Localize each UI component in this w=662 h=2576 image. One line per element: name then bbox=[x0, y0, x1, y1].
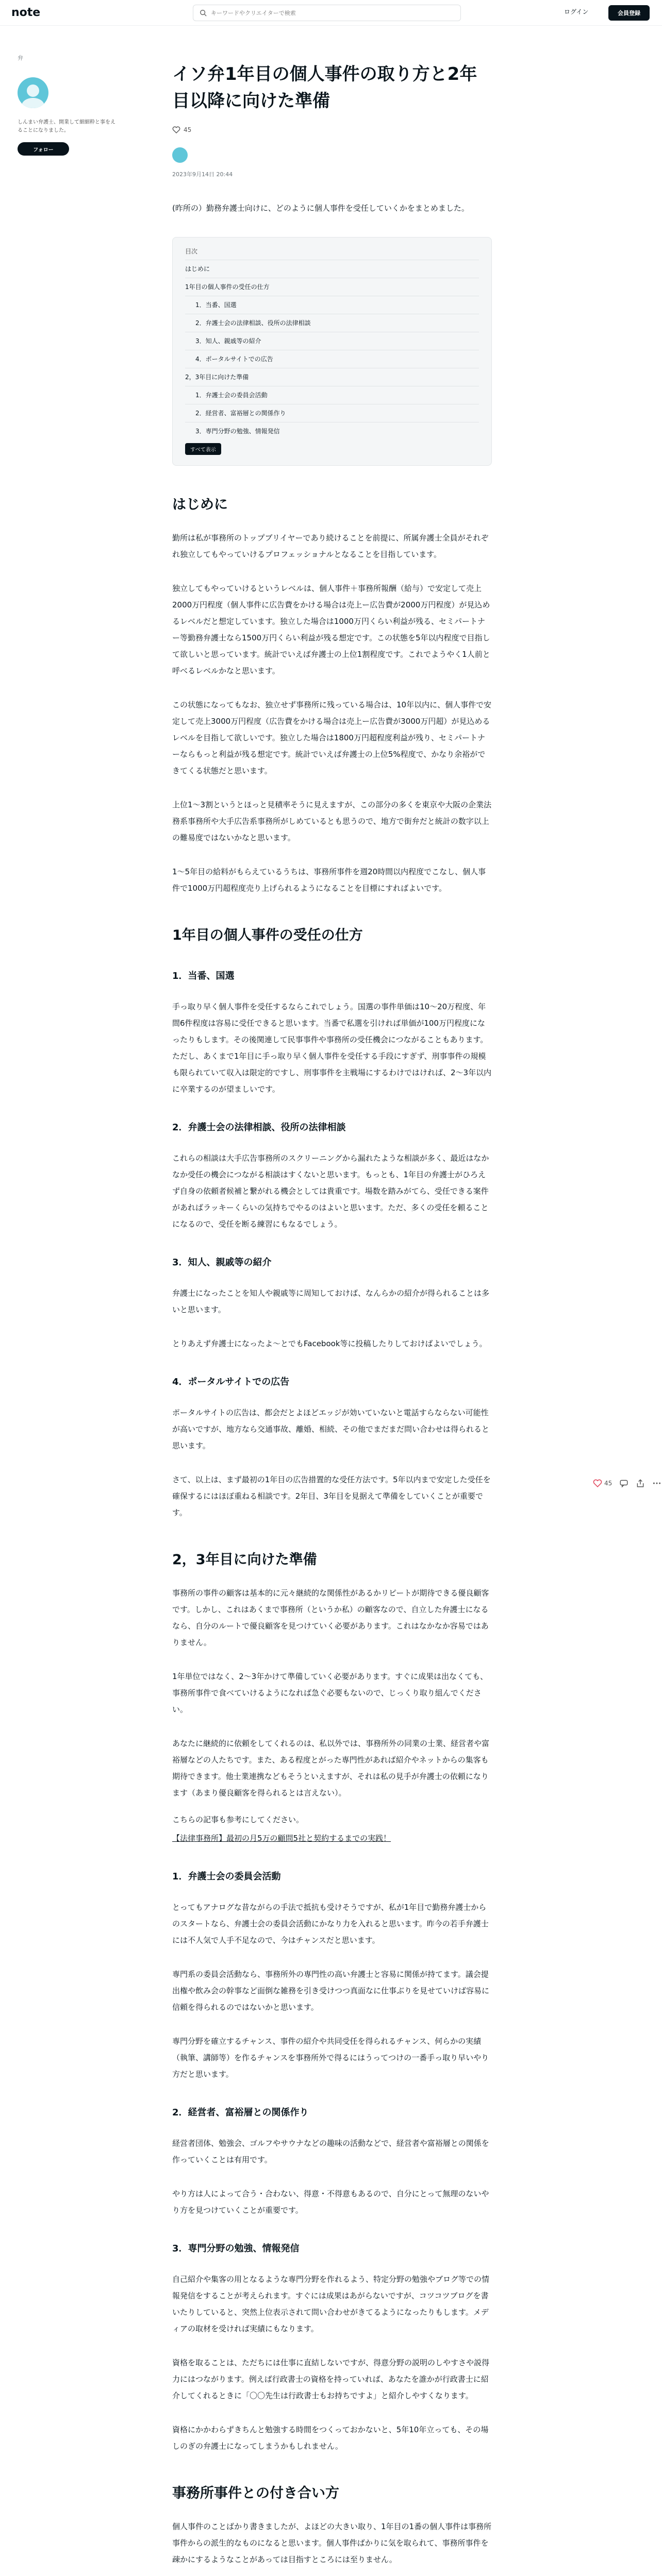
paragraph: 勤所は私が事務所のトップブリイヤーであり続けることを前提に、所属弁護士全員がそれぞれ独立してもやっていけるプロフェッショナルとなることを目指しています。 bbox=[172, 533, 489, 559]
note-logo[interactable]: note bbox=[11, 6, 41, 19]
toc-item[interactable]: 2．経営者、富裕層との関係作り bbox=[185, 404, 479, 422]
toc-item[interactable]: はじめに bbox=[185, 260, 479, 278]
paragraph: 事務所の事件の顧客は基本的に元々継続的な関係性があるかリピートが期待できる優良顧客です。しかし、これはあくまで事務所（というか私）の顧客なので、自立した弁護士になるなら、自分のルートで優良顧客を見つけていく必要があります。これはなかなか容易ではありません。 bbox=[172, 1588, 489, 1647]
toc-item[interactable]: 4．ポータルサイトでの広告 bbox=[185, 350, 479, 368]
author-bio: しんまい弁護士、開業して細細粋と事をえることになりました。 bbox=[18, 120, 115, 133]
paragraph: ポータルサイトの広告は、都会だとよほどエッジが効いていないと電話すらならない可能性が高いですが、地方なら交通事故、離婚、相続、その他でまだまだ問い合わせは得られると思います。 bbox=[172, 1408, 490, 1450]
paragraph: 専門分野を確立するチャンス、事件の紹介や共同受任を得られるチャンス、何らかの実績（執筆、講師等）を作るチャンスを事務所外で得るにはうってつけの一番手っ取り早いやり方だと思います。 bbox=[172, 2037, 489, 2079]
paragraph: 専門系の委員会活動なら、事務所外の専門性の高い弁護士と容易に関係が持てます。議会提出権や飲み会の幹事など面倒な雑務を引き受けつつ真面なに仕事ぶりを見せていけば容易に信頼を得られるのではないかと思います。 bbox=[172, 1970, 490, 2012]
paragraph: 1年単位ではなく、2～3年かけて準備していく必要があります。すぐに成果は出なくても、事務所事件で食べていけるようになれば急ぐ必要もないので、じっくり取り組んでください。 bbox=[172, 1672, 488, 1714]
heart-icon bbox=[593, 1479, 602, 1488]
toc-item[interactable]: 2，3年目に向けた準備 bbox=[185, 368, 479, 386]
article-title: イソ弁1年目の個人事件の取り方と2年目以降に向けた準備 bbox=[172, 64, 477, 111]
related-article-link[interactable]: 【法律事務所】最初の月5万の顧問5社と契約するまでの実践！ bbox=[172, 1834, 391, 1843]
toc-item[interactable]: 2．弁護士会の法律相談、役所の法律相談 bbox=[185, 314, 479, 332]
register-button[interactable]: 会員登録 bbox=[608, 5, 650, 21]
subsection-heading: 1．弁護士会の委員会活動 bbox=[172, 1871, 281, 1882]
subsection-heading: 1．当番、国選 bbox=[172, 971, 235, 981]
toc-item[interactable]: 1年目の個人事件の受任の仕方 bbox=[185, 278, 479, 296]
subsection-heading: 4．ポータルサイトでの広告 bbox=[172, 1377, 290, 1387]
author-sidebar bbox=[18, 54, 121, 156]
follow-button[interactable]: フォロー bbox=[18, 142, 69, 156]
paragraph bbox=[172, 1830, 492, 1846]
section-heading: 1年目の個人事件の受任の仕方 bbox=[172, 927, 363, 943]
paragraph: 弁護士になったことを知人や親戚等に周知しておけば、なんらかの紹介が得られることは多いと思います。 bbox=[172, 1289, 490, 1314]
site-header bbox=[0, 0, 662, 26]
paragraph: こちらの記事も参考にしてください。 bbox=[172, 1815, 304, 1824]
paragraph: この状態になってもなお、独立せず事務所に残っている場合は、10年以内に、個人事件で安定して売上3000万円程度（広告費をかける場合は売上ー広告費が3000万円超）が見込めるレベルを目指して欲しいです。独立した場合は1800万円超程度利益が残り、セミパートナーならもっと利益が残る想定です。統計でいえば弁護士の上位5%程度で、かなり余裕ができてくる状態だと思います。 bbox=[172, 700, 492, 775]
toc-item[interactable]: 3．知人、親戚等の紹介 bbox=[185, 332, 479, 350]
paragraph: とりあえず弁護士になったよ〜とでもFacebook等に投稿したりしておけばよいでしょう。 bbox=[172, 1339, 487, 1348]
search-box[interactable] bbox=[193, 5, 461, 21]
share-icon[interactable] bbox=[636, 1479, 645, 1488]
article-meta bbox=[172, 147, 492, 163]
comment-icon[interactable] bbox=[619, 1479, 628, 1488]
paragraph: 経営者団体、勉強会、ゴルフやサウナなどの趣味の活動などで、経営者や富裕層との関係を作っていくことは有用です。 bbox=[172, 2139, 489, 2164]
paragraph: 上位1～3割というとほっと見積率そうに見えますが、この部分の多くを東京や大阪の企業法務系事務所や大手広告系事務所がしめているとも思うので、地方で街弁だと統計の数字以上の難易度ではないかなと思います。 bbox=[172, 800, 492, 842]
like-count: 45 bbox=[184, 126, 192, 133]
author-name[interactable]: 弁 bbox=[18, 55, 23, 61]
publish-date: 2023年9月14日 20:44 bbox=[172, 171, 233, 178]
article-actions bbox=[172, 126, 492, 134]
avatar[interactable] bbox=[172, 147, 188, 163]
avatar[interactable] bbox=[18, 77, 48, 108]
toc-heading: 目次 bbox=[185, 248, 198, 255]
paragraph: 資格にかかわらずきちんと勉強する時間をつくっておかないと、5年10年立っても、その場しのぎの弁護士になってしまうかもしれません。 bbox=[172, 2425, 489, 2451]
toc-show-all-button[interactable]: すべて表示 bbox=[185, 443, 221, 455]
toc-item[interactable]: 1．弁護士会の委員会活動 bbox=[185, 386, 479, 404]
toc-item[interactable]: 1．当番、国選 bbox=[185, 296, 479, 314]
floating-like-button[interactable] bbox=[593, 1479, 612, 1488]
article-lead: (昨所の）勤務弁護士向けに、どのように個人事件を受任していくかをまとめました。 bbox=[172, 204, 469, 213]
subsection-heading: 3．知人、親戚等の紹介 bbox=[172, 1257, 272, 1268]
paragraph: 自己紹介や集客の用となるような専門分野を作れるよう、特定分野の勉強やブログ等での情報発信をすることが考えられます。すぐには成果はあがらないですが、コツコツブログを書いたりしていると、突然上位表示されて問い合わせがきてるようになったりもします。メディアの取材を受ければ実績にもなります。 bbox=[172, 2275, 490, 2333]
paragraph: 個人事件のことばかり書きましたが、よほどの大きい取り、1年目の1番の個人事件は事務所事件からの派生的なものになると思います。個人事件ばかりに気を取られて、事務所事件を疎かにするようなことがあっては目指すところには至りません。 bbox=[172, 2522, 492, 2564]
paragraph: 独立してもやっていけるというレベルは、個人事件＋事務所報酬（給与）で安定して売上2000万円程度（個人事件に広告費をかける場合は売上ー広告費が2000万円程度）が見込めるレベルだと想定しています。独立した場合は1000万円くらい利益が残る、セミパートナー等勤務弁護士なら1500万円くらい利益が残る想定です。この状態を5年以内程度で目指して欲しいと思っています。統計でいえば弁護士の上位1割程度です。これでようやく1人前と呼べるレベルかなと思います。 bbox=[172, 584, 490, 675]
paragraph: 1～5年目の給料がもらえているうちは、事務所事件を週20時間以内程度でこなし、個人事件で1000万円超程度売り上げられるようになることを目標にすればよいです。 bbox=[172, 867, 486, 893]
section-heading: 事務所事件との付き合い方 bbox=[172, 2485, 339, 2501]
paragraph: 手っ取り早く個人事件を受任するならこれでしょう。国選の事件単価は10～20万程度、年間6件程度は容易に受任できると思います。当番で私選を引ければ単価が100万円程度になったりもします。その後関連して民事事件や事務所の受任機会につながることもあります。ただし、あくまで1年目に手っ取り早く個人事件を受任する手段にすぎず、刑事事件の規模も限られていて収入は限定的ですし、刑事事件を主戦場にするわけではければ、2～3年以内に卒業するのが望ましいです。 bbox=[172, 1002, 492, 1094]
search-icon bbox=[200, 9, 207, 16]
paragraph: これらの相談は大手広告事務所のスクリーニングから漏れたような相談が多く、最近はなかなか受任の機会につながる相談はすくないと思います。もっとも、1年目の弁護士がひろえず自身の依頼者候補と繋がれる機会としては貴重です。場数を踏みがてら、受任できる案件があればラッキーくらいの気持ちでやるのはよいと思います。ただ、多くの受任を頼ることになるので、受任を断る練習にもなるでしょう。 bbox=[172, 1154, 489, 1229]
login-link[interactable]: ログイン bbox=[564, 8, 589, 15]
search-input[interactable] bbox=[211, 10, 438, 16]
paragraph: 資格を取ることは、ただちには仕事に直結しないですが、得意分野の説明のしやすさや説得力にはつながります。例えば行政書士の資格を持っていれば、あなたを誰かが行政書士に紹介してくれるときに「〇〇先生は行政書士もお持ちですよ」と紹介しやすくなります。 bbox=[172, 2358, 490, 2400]
section-heading: はじめに bbox=[172, 497, 228, 513]
like-count: 45 bbox=[604, 1480, 613, 1487]
table-of-contents bbox=[172, 237, 492, 466]
paragraph: さて、以上は、まず最初の1年目の広告措置的な受任方法です。5年以内まで安定した受任を確保するにはほぼ重ねる相談です。2年目、3年目を見据えて準備をしていくことが重要です。 bbox=[172, 1475, 491, 1517]
heart-icon bbox=[172, 126, 180, 134]
section-heading: 2，3年目に向けた準備 bbox=[172, 1552, 317, 1568]
toc-item[interactable]: 3．専門分野の勉強、情報発信 bbox=[185, 422, 479, 440]
article bbox=[172, 61, 492, 2568]
more-icon[interactable] bbox=[652, 1479, 661, 1488]
paragraph: とってもアナログな昔ながらの手法で抵抗も受けそうですが、私が1年目で勤務弁護士からのスタートなら、弁護士会の委員会活動にかなり力を入れると思います。昨今の若手弁護士には不人気で人手不足なので、今はチャンスだと思います。 bbox=[172, 1903, 489, 1945]
subsection-heading: 3．専門分野の勉強、情報発信 bbox=[172, 2243, 300, 2254]
paragraph: やり方は人によって合う・合わない、得意・不得意もあるので、自分にとって無理のないやり方を見つけていくことが重要です。 bbox=[172, 2189, 489, 2215]
subsection-heading: 2．経営者、富裕層との関係作り bbox=[172, 2107, 309, 2118]
paragraph: あなたに継続的に依頼をしてくれるのは、私以外では、事務所外の同業の士業、経営者や富裕層などの人たちです。また、ある程度とがった専門性があれば紹介やネットからの集客も期待できます。他士業連携などもそうといえますが、それは私の見手が弁護士の依頼になります（あまり優良顧客を得られるとは言えない）。 bbox=[172, 1739, 490, 1798]
like-button[interactable] bbox=[172, 126, 191, 134]
floating-action-bar bbox=[593, 1479, 661, 1488]
subsection-heading: 2．弁護士会の法律相談、役所の法律相談 bbox=[172, 1122, 346, 1133]
